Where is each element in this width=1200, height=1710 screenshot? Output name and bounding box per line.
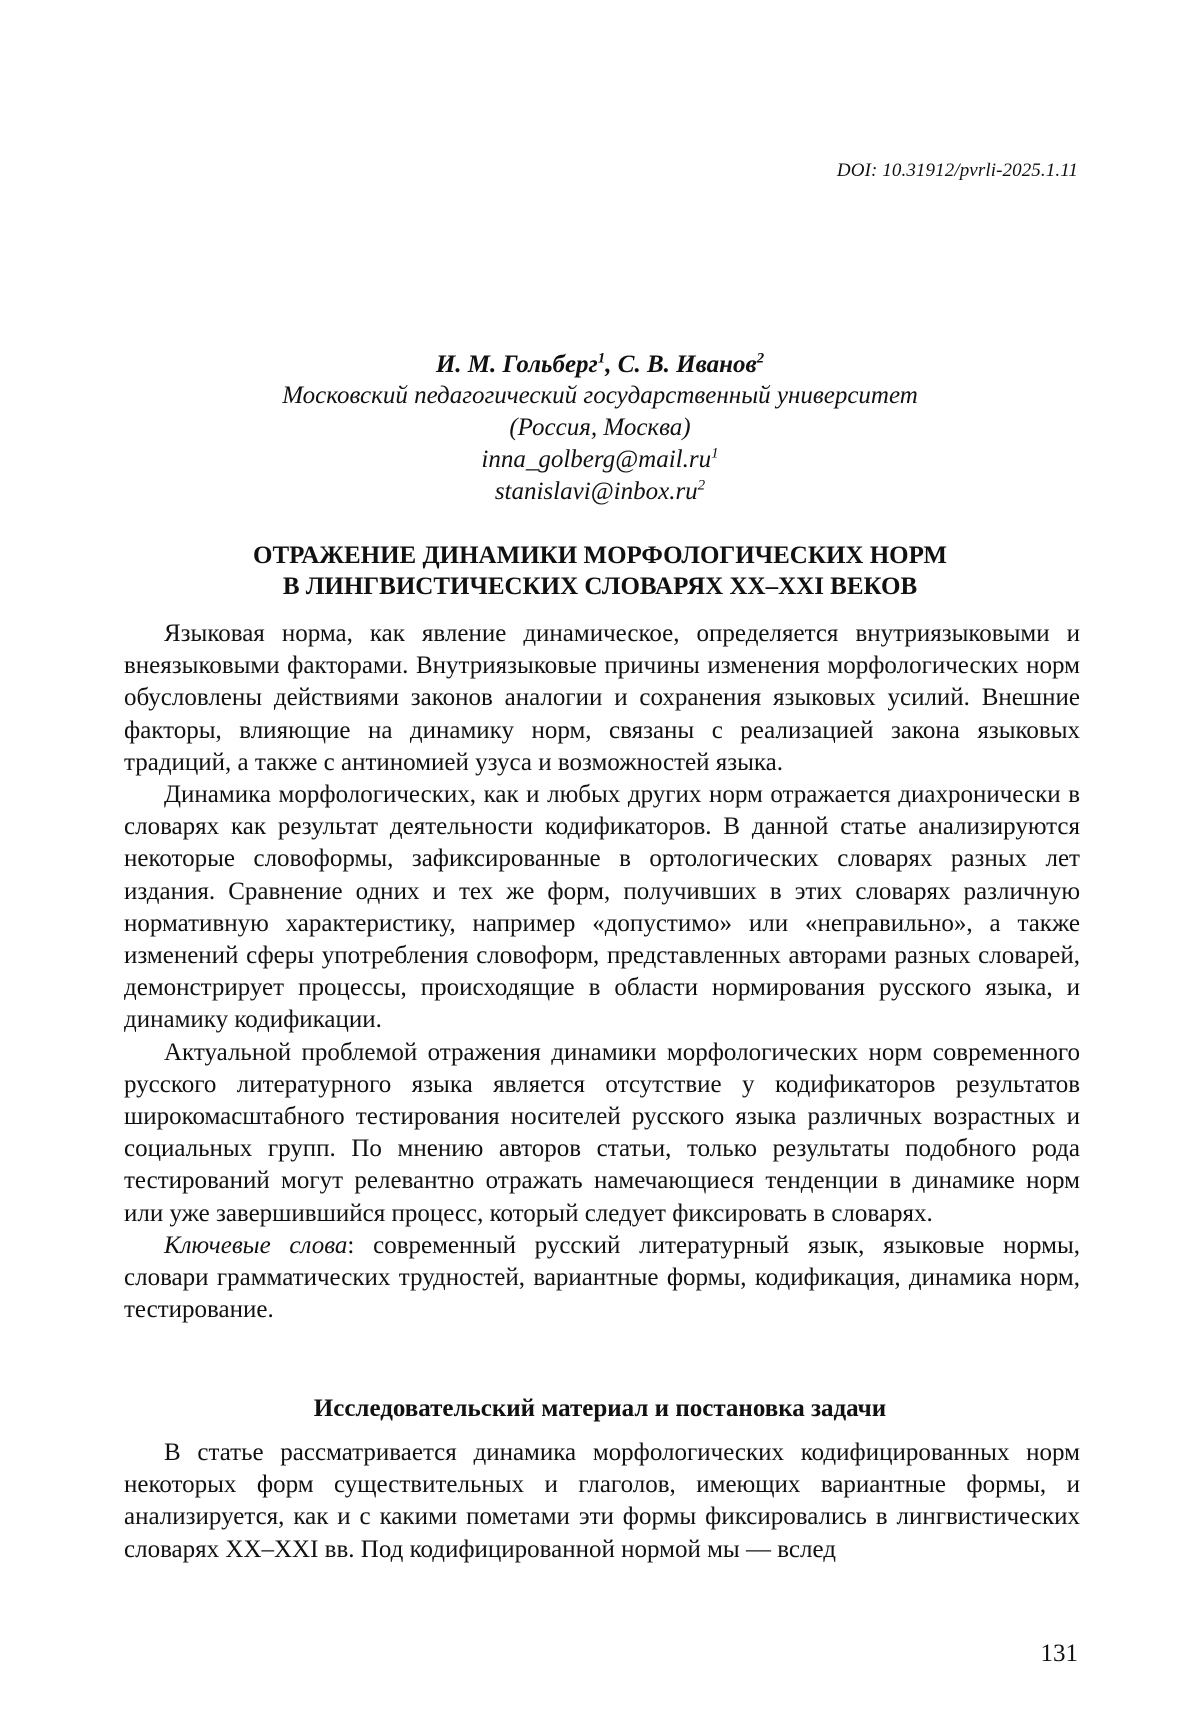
author-mark: 2 (756, 350, 765, 367)
email-mark: 1 (711, 445, 719, 462)
page-number: 131 (1040, 1640, 1078, 1667)
abstract-paragraph: Динамика морфологических, как и любых других норм отражается диахронически в словарях как результат деятельности кодификаторов. В данной статье анализируются некоторые словоформы, зафиксированные в ортологических словарях разных лет издания. Сравнение одних и тех же форм, получивших в этих словарях различную нормативную характеристику, например «допустимо» или «неправильно», а также изменений сферы употребления словоформ, представленных авторами разных словарей, демонстрирует процессы, происходящие в области нормирования русского языка, и динамику кодификации. (124, 781, 1080, 1034)
author-email (0, 444, 1200, 476)
body-paragraph: В статье рассматривается динамика морфологических кодифицированных норм некоторых форм существительных и глаголов, имеющих вариантные формы, и анализируется, как и с какими пометами эти формы фиксировались в лингвистических словарях XX–XXI вв. Под кодифицированной нормой мы — вслед (124, 1439, 1080, 1563)
abstract-paragraph: Языковая норма, как явление динамическое, определяется внутриязыковыми и внеязыковыми факторами. Внутриязыковые причины изменения морфологических норм обусловлены действиями законов аналогии и сохранения языковых усилий. Внешние факторы, влияющие на динамику норм, связаны с реализацией закона языковых традиций, а также с антиномией узуса и возможностей языка. (124, 620, 1080, 776)
author-separator: , (605, 351, 618, 378)
author-mark: 1 (597, 350, 606, 367)
author-name: И. М. Гольберг (435, 351, 598, 378)
affiliation-location: (Россия, Москва) (509, 414, 691, 441)
doi-line: DOI: 10.31912/pvrli-2025.1.11 (836, 160, 1078, 181)
abstract (124, 618, 1080, 1326)
email-address: inna_golberg@mail.ru (481, 446, 712, 473)
keywords-label: Ключевые слова (164, 1231, 348, 1259)
author-names (0, 350, 1200, 380)
abstract-paragraph: Актуальной проблемой отражения динамики морфологических норм современного русского литературного языка является отсутствие у кодификаторов результатов широкомасштабного тестирования носителей русского языка различных возрастных и социальных групп. По мнению авторов статьи, только результаты подобного рода тестирований могут релевантно отражать намечающиеся тенденции в динамике норм или уже завершившийся процесс, который следует фиксировать в словарях. (124, 1038, 1080, 1227)
title-line: В ЛИНГВИСТИЧЕСКИХ СЛОВАРЯХ XX–XXI ВЕКОВ (282, 573, 918, 600)
section-heading: Исследовательский материал и постановка задачи (313, 1395, 887, 1422)
section-body (124, 1437, 1080, 1566)
email-address: stanislavi@inbox.ru (494, 478, 698, 505)
author-block (0, 350, 1200, 508)
keywords-text: : современный русский литературный язык, языковые нормы, словари грамматических трудностей, вариантные формы, кодификация, динамика норм, тестирование. (124, 1231, 1081, 1324)
author-email (0, 476, 1200, 508)
article-title (0, 540, 1200, 602)
keywords-paragraph (124, 1230, 1080, 1327)
affiliation-line: Московский педагогический государственный университет (282, 382, 918, 409)
author-name: С. В. Иванов (617, 351, 757, 378)
title-line: ОТРАЖЕНИЕ ДИНАМИКИ МОРФОЛОГИЧЕСКИХ НОРМ (253, 542, 947, 569)
email-mark: 2 (697, 477, 706, 494)
